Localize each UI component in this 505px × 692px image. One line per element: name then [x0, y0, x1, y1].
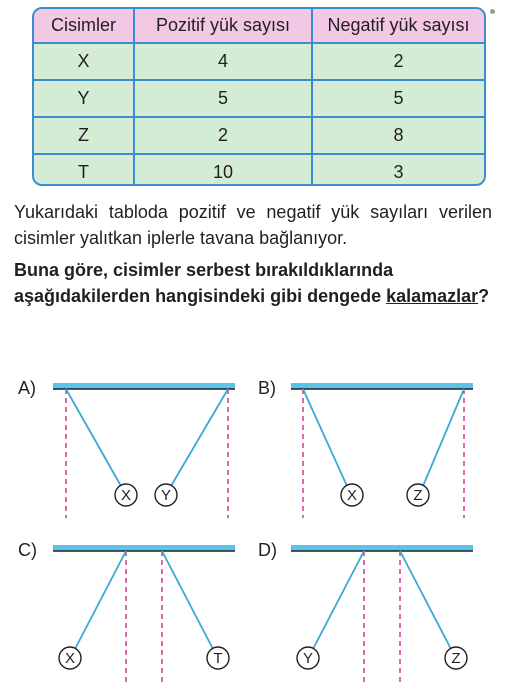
question-end: ? [478, 286, 490, 306]
option-c[interactable] [18, 540, 235, 683]
string [423, 389, 464, 486]
table-cell: 5 [312, 80, 484, 117]
table-header: Negatif yük sayısı [312, 9, 484, 43]
option-b[interactable] [258, 378, 473, 518]
table-cell: Z [34, 117, 134, 154]
ball-label: Y [302, 650, 314, 667]
ball-label: X [64, 650, 76, 667]
string [303, 389, 347, 486]
table-cell: 2 [134, 117, 312, 154]
table-header: Cisimler [34, 9, 134, 43]
table-cell: 8 [312, 117, 484, 154]
table-cell: X [34, 43, 134, 80]
string [162, 551, 213, 649]
ball-label: X [120, 487, 132, 504]
table-cell: 5 [134, 80, 312, 117]
ball-label: Z [451, 650, 461, 667]
table-cell: T [34, 154, 134, 186]
string [66, 389, 121, 486]
ball-label: X [346, 487, 358, 504]
table-cell: 4 [134, 43, 312, 80]
option-label: A) [18, 378, 36, 398]
string [75, 551, 126, 649]
table-cell: Y [34, 80, 134, 117]
option-label: B) [258, 378, 276, 398]
question-underlined: kalamazlar [386, 286, 479, 306]
ceiling [53, 545, 235, 551]
ball-label: T [213, 650, 223, 667]
table-header: Pozitif yük sayısı [134, 9, 312, 43]
problem-paragraph: Yukarıdaki tabloda pozitif ve negatif yük sayıları verilen cisimler yalıtkan iplerle tavana bağlanıyor. [14, 202, 492, 248]
string [400, 551, 451, 649]
ball-label: Z [413, 487, 423, 504]
option-label: C) [18, 540, 37, 560]
option-label: D) [258, 540, 277, 560]
ceiling [291, 545, 473, 551]
table-cell: 10 [134, 154, 312, 186]
option-d[interactable] [258, 540, 473, 683]
string [171, 389, 228, 486]
option-a[interactable] [18, 378, 235, 518]
ceiling [291, 383, 473, 389]
question-main: Buna göre, cisimler serbest bırakıldıklarında aşağıdakilerden hangisindeki gibi dengede [14, 260, 394, 306]
table-cell: 2 [312, 43, 484, 80]
string [313, 551, 364, 649]
table-cell: 3 [393, 162, 404, 182]
ceiling [53, 383, 235, 389]
ball-label: Y [160, 487, 172, 504]
